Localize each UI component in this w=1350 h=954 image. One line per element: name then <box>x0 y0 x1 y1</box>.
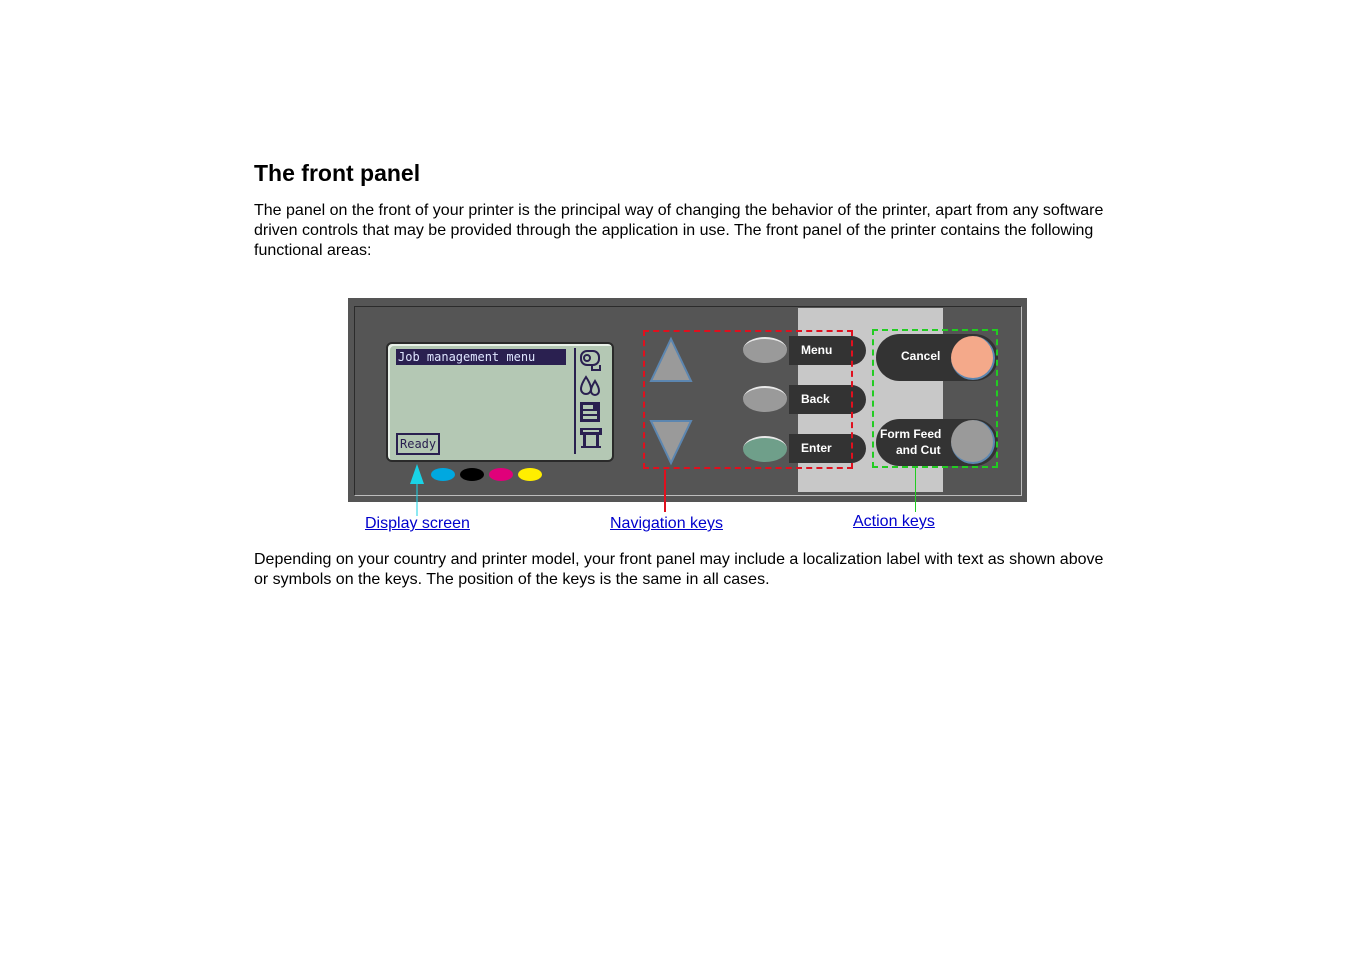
front-panel-figure <box>348 298 1027 502</box>
display-screen <box>386 342 614 462</box>
print-queue-icon <box>578 400 604 424</box>
action-keys-outline <box>872 329 998 468</box>
page-title: The front panel <box>254 160 421 186</box>
ink-drops-icon <box>578 374 604 398</box>
menu-key-label: Menu <box>789 336 866 365</box>
yellow-ink-indicator <box>518 468 542 481</box>
cyan-ink-indicator <box>431 468 455 481</box>
magenta-ink-indicator <box>489 468 513 481</box>
printer-stand-icon <box>578 426 604 450</box>
form-feed-label-line2: and Cut <box>896 443 941 457</box>
display-screen-pointer <box>409 464 425 516</box>
action-keys-pointer <box>915 468 916 512</box>
display-screen-link[interactable]: Display screen <box>365 515 470 532</box>
back-key-label: Back <box>789 385 866 414</box>
navigation-keys-link[interactable]: Navigation keys <box>610 515 723 532</box>
enter-key-label: Enter <box>789 434 866 463</box>
intro-paragraph: The panel on the front of your printer is the principal way of changing the behavior of the printer, apart from any software driven controls that may be provided through the application in use. The front panel of the printer contains the following functional areas: <box>254 202 1104 259</box>
paper-roll-icon <box>578 348 604 372</box>
display-status: Ready <box>396 433 440 455</box>
display-menu-title: Job management menu <box>396 349 566 365</box>
cancel-label: Cancel <box>901 349 941 363</box>
black-ink-indicator <box>460 468 484 481</box>
display-divider <box>574 348 576 454</box>
outro-paragraph: Depending on your country and printer model, your front panel may include a localization label with text as shown above or symbols on the keys. The position of the keys is the same in all cases. <box>254 551 1104 588</box>
navigation-keys-outline <box>643 330 853 469</box>
navigation-keys-pointer <box>664 470 666 512</box>
action-keys-link[interactable]: Action keys <box>853 513 935 530</box>
form-feed-label-line1: Form Feed <box>880 427 942 441</box>
